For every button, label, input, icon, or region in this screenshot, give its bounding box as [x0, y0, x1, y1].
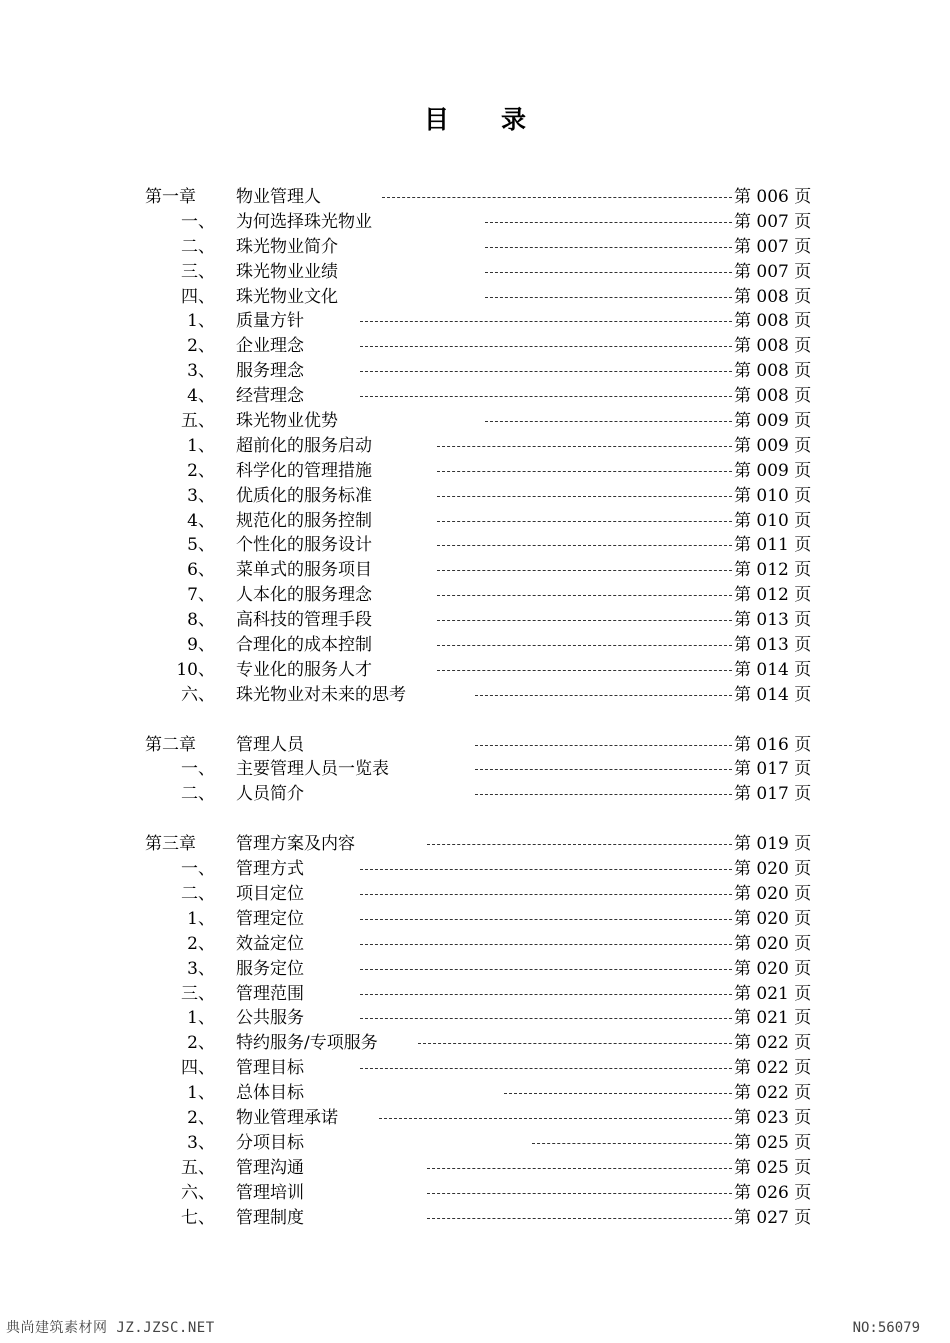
- toc-section-entry[interactable]: [0, 1131, 950, 1156]
- toc-entry-title: 企业理念: [236, 336, 304, 357]
- toc-dot-leader: [504, 1093, 732, 1094]
- toc-page-number: 第 008 页: [734, 336, 812, 357]
- toc-entry-title: 分项目标: [236, 1132, 304, 1153]
- toc-entry-number: 四、: [181, 286, 215, 307]
- toc-entry-title: 管理范围: [236, 983, 304, 1004]
- toc-entry-number: 1、: [187, 435, 215, 456]
- toc-dot-leader: [485, 222, 732, 223]
- toc-section-entry[interactable]: [0, 285, 950, 310]
- toc-dot-leader: [437, 670, 732, 671]
- toc-dot-leader: [360, 346, 732, 347]
- toc-dot-leader: [427, 1218, 732, 1219]
- toc-page-number: 第 013 页: [734, 610, 812, 631]
- watermark-site: 典尚建筑素材网 JZ.JZSC.NET: [6, 1320, 215, 1336]
- toc-entry-number: 3、: [187, 1132, 215, 1153]
- toc-entry-number: 9、: [187, 635, 215, 656]
- toc-page-number: 第 020 页: [734, 859, 812, 880]
- toc-entry-number: 四、: [181, 1058, 215, 1079]
- toc-chapter-entry[interactable]: [0, 832, 950, 857]
- toc-section-entry[interactable]: [0, 907, 950, 932]
- toc-entry-title: 合理化的成本控制: [236, 635, 372, 656]
- toc-entry-title: 个性化的服务设计: [236, 535, 372, 556]
- toc-entry-title: 优质化的服务标准: [236, 485, 372, 506]
- toc-entry-title: 效益定位: [236, 933, 304, 954]
- toc-section-entry[interactable]: [0, 957, 950, 982]
- toc-entry-number: 第一章: [145, 187, 196, 207]
- toc-entry-title: 管理人员: [236, 734, 304, 755]
- toc-entry-title: 人本化的服务理念: [236, 585, 372, 606]
- toc-dot-leader: [360, 869, 732, 870]
- toc-page-number: 第 023 页: [734, 1107, 812, 1128]
- toc-dot-leader: [475, 769, 732, 770]
- toc-page-number: 第 020 页: [734, 883, 812, 904]
- toc-page-number: 第 021 页: [734, 1008, 812, 1029]
- toc-dot-leader: [379, 1118, 732, 1119]
- toc-entry-number: 5、: [187, 535, 215, 556]
- toc-dot-leader: [360, 396, 732, 397]
- toc-page-number: 第 009 页: [734, 411, 812, 432]
- toc-entry-title: 质量方针: [236, 311, 304, 332]
- toc-page-number: 第 017 页: [734, 784, 812, 805]
- toc-chapter-entry[interactable]: [0, 185, 950, 210]
- toc-entry-title: 管理培训: [236, 1182, 304, 1203]
- toc-dot-leader: [485, 297, 732, 298]
- toc-section-entry[interactable]: [0, 857, 950, 882]
- toc-entry-number: 二、: [181, 883, 215, 904]
- toc-page-number: 第 012 页: [734, 560, 812, 581]
- toc-page-number: 第 017 页: [734, 759, 812, 780]
- toc-section-entry[interactable]: [0, 882, 950, 907]
- toc-section-entry[interactable]: [0, 235, 950, 260]
- toc-page-number: 第 011 页: [734, 535, 812, 556]
- toc-page-number: 第 022 页: [734, 1083, 812, 1104]
- toc-dot-leader: [360, 919, 732, 920]
- toc-dot-leader: [437, 645, 732, 646]
- toc-section-entry[interactable]: [0, 359, 950, 384]
- toc-entry-title: 菜单式的服务项目: [236, 560, 372, 581]
- toc-dot-leader: [437, 545, 732, 546]
- toc-dot-leader: [360, 994, 732, 995]
- toc-dot-leader: [360, 321, 732, 322]
- toc-section-entry[interactable]: [0, 1006, 950, 1031]
- toc-page-number: 第 026 页: [734, 1182, 812, 1203]
- toc-entry-number: 4、: [187, 510, 215, 531]
- watermark-number: NO:56079: [852, 1320, 920, 1336]
- toc-entry-number: 7、: [187, 585, 215, 606]
- toc-entry-number: 2、: [187, 336, 215, 357]
- table-of-contents: [0, 185, 950, 1230]
- toc-entry-title: 服务定位: [236, 958, 304, 979]
- toc-dot-leader: [360, 944, 732, 945]
- toc-page-number: 第 022 页: [734, 1033, 812, 1054]
- toc-entry-title: 珠光物业业绩: [236, 261, 338, 282]
- toc-page-number: 第 025 页: [734, 1157, 812, 1178]
- toc-entry-title: 珠光物业文化: [236, 286, 338, 307]
- toc-entry-title: 物业管理承诺: [236, 1107, 338, 1128]
- toc-dot-leader: [437, 521, 732, 522]
- toc-section-entry[interactable]: [0, 459, 950, 484]
- toc-entry-number: 二、: [181, 784, 215, 805]
- toc-entry-number: 3、: [187, 958, 215, 979]
- toc-page-number: 第 020 页: [734, 933, 812, 954]
- toc-entry-number: 2、: [187, 460, 215, 481]
- toc-entry-title: 管理方案及内容: [236, 834, 355, 855]
- toc-page-number: 第 008 页: [734, 311, 812, 332]
- toc-dot-leader: [475, 695, 732, 696]
- toc-entry-title: 管理制度: [236, 1207, 304, 1228]
- toc-section-entry[interactable]: [0, 434, 950, 459]
- toc-spacer: [0, 708, 950, 733]
- toc-page-number: 第 009 页: [734, 460, 812, 481]
- toc-entry-number: 10、: [176, 659, 215, 680]
- toc-entry-number: 8、: [187, 610, 215, 631]
- toc-page-number: 第 012 页: [734, 585, 812, 606]
- toc-section-entry[interactable]: [0, 633, 950, 658]
- toc-dot-leader: [475, 745, 732, 746]
- toc-section-entry[interactable]: [0, 1056, 950, 1081]
- page-title: [0, 100, 950, 136]
- toc-entry-number: 1、: [187, 1083, 215, 1104]
- toc-page-number: 第 020 页: [734, 908, 812, 929]
- toc-section-entry[interactable]: [0, 608, 950, 633]
- toc-section-entry[interactable]: [0, 533, 950, 558]
- toc-page-number: 第 007 页: [734, 211, 812, 232]
- toc-entry-number: 五、: [181, 411, 215, 432]
- toc-entry-title: 特约服务/专项服务: [236, 1033, 378, 1054]
- toc-entry-number: 五、: [181, 1157, 215, 1178]
- toc-page-number: 第 014 页: [734, 684, 812, 705]
- toc-dot-leader: [485, 272, 732, 273]
- toc-dot-leader: [485, 421, 732, 422]
- toc-section-entry[interactable]: [0, 658, 950, 683]
- toc-dot-leader: [360, 894, 732, 895]
- toc-entry-title: 主要管理人员一览表: [236, 759, 389, 780]
- toc-page-number: 第 006 页: [734, 187, 812, 207]
- toc-dot-leader: [360, 1068, 732, 1069]
- toc-page-number: 第 008 页: [734, 386, 812, 407]
- toc-entry-number: 1、: [187, 908, 215, 929]
- toc-entry-title: 为何选择珠光物业: [236, 211, 372, 232]
- toc-entry-number: 3、: [187, 485, 215, 506]
- toc-page-number: 第 007 页: [734, 261, 812, 282]
- toc-entry-title: 管理定位: [236, 908, 304, 929]
- toc-dot-leader: [360, 1018, 732, 1019]
- title-char-1: 目: [423, 105, 449, 134]
- toc-dot-leader: [427, 844, 732, 845]
- toc-page-number: 第 007 页: [734, 236, 812, 257]
- toc-entry-title: 珠光物业对未来的思考: [236, 684, 406, 705]
- toc-entry-number: 2、: [187, 1107, 215, 1128]
- toc-dot-leader: [437, 471, 732, 472]
- toc-page-number: 第 025 页: [734, 1132, 812, 1153]
- toc-entry-number: 七、: [181, 1207, 215, 1228]
- toc-dot-leader: [382, 197, 732, 198]
- toc-entry-title: 管理目标: [236, 1058, 304, 1079]
- toc-section-entry[interactable]: [0, 932, 950, 957]
- toc-section-entry[interactable]: [0, 583, 950, 608]
- toc-section-entry[interactable]: [0, 757, 950, 782]
- toc-section-entry[interactable]: [0, 509, 950, 534]
- toc-entry-number: 六、: [181, 1182, 215, 1203]
- toc-page-number: 第 019 页: [734, 834, 812, 855]
- toc-entry-number: 六、: [181, 684, 215, 705]
- toc-entry-number: 一、: [181, 759, 215, 780]
- toc-section-entry[interactable]: [0, 1081, 950, 1106]
- toc-entry-number: 一、: [181, 859, 215, 880]
- toc-entry-number: 6、: [187, 560, 215, 581]
- toc-page-number: 第 008 页: [734, 286, 812, 307]
- toc-entry-title: 服务理念: [236, 361, 304, 382]
- toc-entry-number: 1、: [187, 311, 215, 332]
- toc-section-entry[interactable]: [0, 484, 950, 509]
- toc-section-entry[interactable]: [0, 409, 950, 434]
- toc-entry-number: 1、: [187, 1008, 215, 1029]
- toc-section-entry[interactable]: [0, 1031, 950, 1056]
- toc-dot-leader: [437, 496, 732, 497]
- toc-section-entry[interactable]: [0, 782, 950, 807]
- toc-page-number: 第 027 页: [734, 1207, 812, 1228]
- toc-page-number: 第 020 页: [734, 958, 812, 979]
- toc-entry-title: 超前化的服务启动: [236, 435, 372, 456]
- toc-entry-title: 公共服务: [236, 1008, 304, 1029]
- toc-entry-title: 珠光物业优势: [236, 411, 338, 432]
- toc-entry-title: 管理方式: [236, 859, 304, 880]
- toc-entry-title: 科学化的管理措施: [236, 460, 372, 481]
- toc-page-number: 第 008 页: [734, 361, 812, 382]
- toc-entry-number: 第三章: [145, 834, 196, 855]
- toc-section-entry[interactable]: [0, 1206, 950, 1231]
- toc-section-entry[interactable]: [0, 1156, 950, 1181]
- toc-entry-title: 规范化的服务控制: [236, 510, 372, 531]
- toc-section-entry[interactable]: [0, 683, 950, 708]
- toc-dot-leader: [427, 1193, 732, 1194]
- toc-page-number: 第 022 页: [734, 1058, 812, 1079]
- title-char-2: 录: [501, 105, 527, 134]
- toc-entry-title: 项目定位: [236, 883, 304, 904]
- toc-entry-number: 三、: [181, 261, 215, 282]
- toc-section-entry[interactable]: [0, 309, 950, 334]
- toc-page-number: 第 014 页: [734, 659, 812, 680]
- toc-dot-leader: [360, 969, 732, 970]
- toc-dot-leader: [532, 1143, 732, 1144]
- toc-entry-title: 总体目标: [236, 1083, 304, 1104]
- toc-entry-title: 管理沟通: [236, 1157, 304, 1178]
- toc-page-number: 第 013 页: [734, 635, 812, 656]
- toc-spacer: [0, 807, 950, 832]
- toc-section-entry[interactable]: [0, 982, 950, 1007]
- toc-entry-title: 人员简介: [236, 784, 304, 805]
- toc-entry-number: 3、: [187, 361, 215, 382]
- toc-dot-leader: [437, 595, 732, 596]
- toc-page-number: 第 010 页: [734, 510, 812, 531]
- toc-dot-leader: [437, 620, 732, 621]
- toc-page-number: 第 016 页: [734, 734, 812, 755]
- toc-entry-number: 2、: [187, 933, 215, 954]
- toc-page-number: 第 010 页: [734, 485, 812, 506]
- toc-dot-leader: [437, 446, 732, 447]
- toc-dot-leader: [360, 371, 732, 372]
- toc-chapter-entry[interactable]: [0, 733, 950, 758]
- toc-section-entry[interactable]: [0, 334, 950, 359]
- toc-entry-number: 第二章: [145, 734, 196, 755]
- toc-dot-leader: [437, 570, 732, 571]
- toc-entry-number: 2、: [187, 1033, 215, 1054]
- toc-section-entry[interactable]: [0, 384, 950, 409]
- toc-page-number: 第 009 页: [734, 435, 812, 456]
- toc-entry-title: 物业管理人: [236, 187, 321, 207]
- toc-dot-leader: [475, 794, 732, 795]
- toc-section-entry[interactable]: [0, 260, 950, 285]
- toc-section-entry[interactable]: [0, 1106, 950, 1131]
- toc-section-entry[interactable]: [0, 1181, 950, 1206]
- toc-section-entry[interactable]: [0, 210, 950, 235]
- toc-entry-title: 珠光物业简介: [236, 236, 338, 257]
- toc-dot-leader: [427, 1168, 732, 1169]
- toc-entry-title: 经营理念: [236, 386, 304, 407]
- toc-entry-number: 4、: [187, 386, 215, 407]
- toc-dot-leader: [485, 247, 732, 248]
- toc-entry-title: 高科技的管理手段: [236, 610, 372, 631]
- toc-section-entry[interactable]: [0, 558, 950, 583]
- toc-entry-title: 专业化的服务人才: [236, 659, 372, 680]
- toc-page-number: 第 021 页: [734, 983, 812, 1004]
- toc-entry-number: 一、: [181, 211, 215, 232]
- toc-dot-leader: [418, 1043, 732, 1044]
- toc-entry-number: 二、: [181, 236, 215, 257]
- toc-entry-number: 三、: [181, 983, 215, 1004]
